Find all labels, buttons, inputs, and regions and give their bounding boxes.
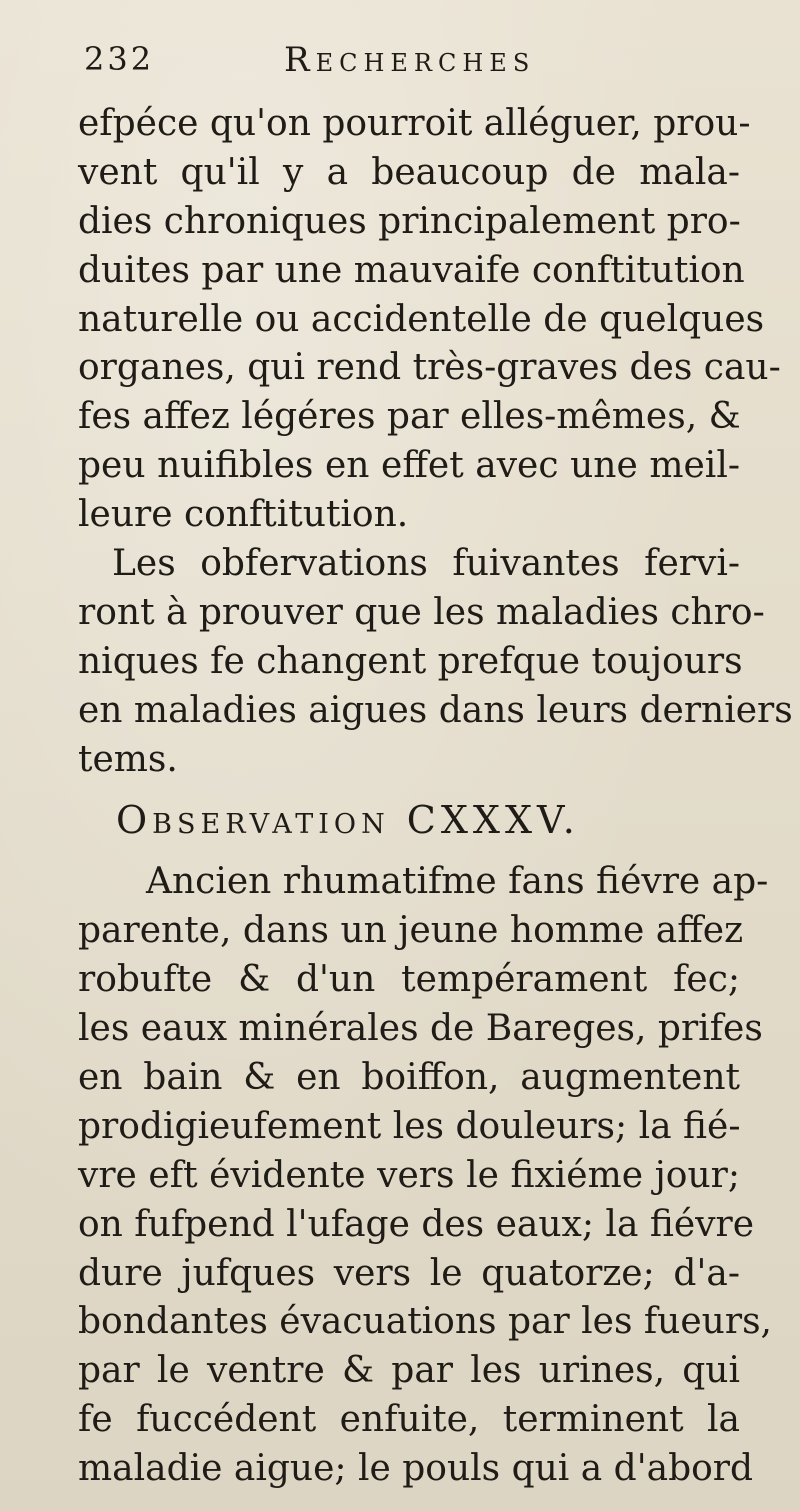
text-line: robufte & d'un tempérament fec; <box>78 959 740 1001</box>
text-line: leure conftitution. <box>78 494 409 536</box>
paragraph-3 <box>78 858 772 1494</box>
text-line: duites par une mauvaife conftitution <box>78 249 745 291</box>
text-line: ront à prouver que les maladies chro- <box>78 591 765 633</box>
observation-heading: Observation CXXXV. <box>116 798 580 843</box>
text-line: fe fuccédent enfuite, terminent la <box>78 1399 740 1441</box>
text-line: bondantes évacuations par les fueurs, <box>78 1301 772 1343</box>
text-line: prodigieufement les douleurs; la fié- <box>78 1105 741 1147</box>
text-line: dure jufques vers le quatorze; d'a- <box>78 1252 740 1294</box>
page-number: 232 <box>84 40 155 78</box>
text-line: en maladies aigues dans leurs derniers <box>78 689 793 731</box>
text-line: niques fe changent prefque toujours <box>78 640 743 682</box>
running-title: Recherches <box>284 40 536 80</box>
paragraph-2 <box>78 540 793 784</box>
text-line: on fufpend l'ufage des eaux; la fiévre <box>78 1203 755 1245</box>
text-line: dies chroniques principalement pro- <box>78 200 741 242</box>
paragraph-1 <box>78 100 781 540</box>
text-line: vent qu'il y a beaucoup de mala- <box>78 151 740 193</box>
text-line: par le ventre & par les urines, qui <box>78 1350 740 1392</box>
text-line: maladie aigue; le pouls qui a d'abord <box>78 1448 754 1490</box>
text-line: tems. <box>78 738 178 780</box>
text-line: en bain & en boiffon, augmentent <box>78 1057 740 1099</box>
text-line: Les obfervations fuivantes fervi- <box>112 543 740 585</box>
text-line: fes affez légéres par elles-mêmes, & <box>78 396 741 438</box>
text-line: peu nuifibles en effet avec une meil- <box>78 445 740 487</box>
text-line: les eaux minérales de Bareges, prifes <box>78 1008 763 1050</box>
text-line: Ancien rhumatifme fans fiévre ap- <box>146 861 769 903</box>
text-line: efpéce qu'on pourroit alléguer, prou- <box>78 103 751 144</box>
text-line: vre eft évidente vers le fixiéme jour; <box>78 1154 740 1196</box>
text-line: organes, qui rend très-graves des cau- <box>78 347 781 389</box>
text-line: naturelle ou accidentelle de quelques <box>78 298 765 340</box>
text-line: parente, dans un jeune homme affez <box>78 910 744 952</box>
body-text <box>78 100 793 1494</box>
page-header <box>84 40 724 90</box>
